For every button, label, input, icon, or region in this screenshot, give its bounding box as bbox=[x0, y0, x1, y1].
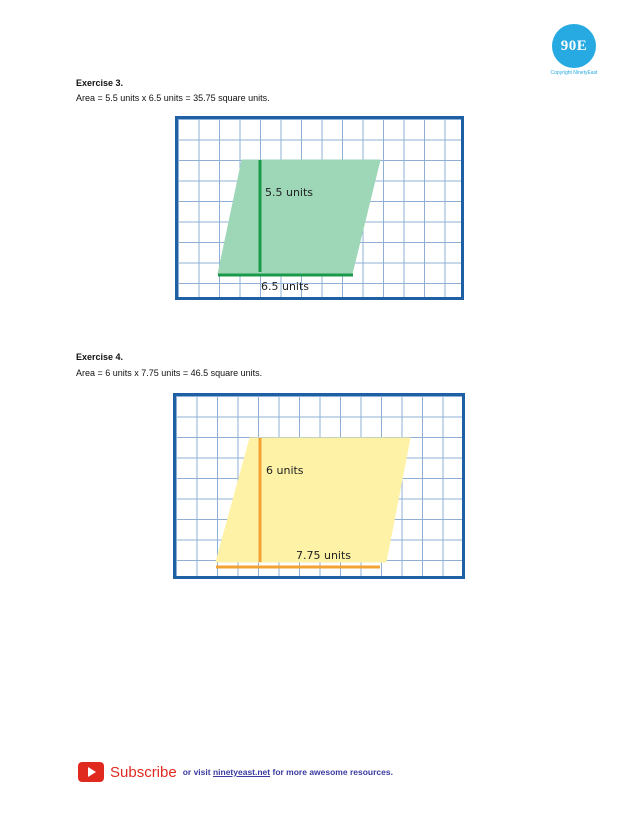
exercise-4-height-label: 6 units bbox=[266, 464, 304, 477]
exercise-4-title: Exercise 4. bbox=[76, 352, 124, 362]
youtube-play-icon[interactable] bbox=[78, 762, 104, 782]
exercise-4-base-label: 7.75 units bbox=[296, 549, 352, 562]
exercise-3-title: Exercise 3. bbox=[76, 78, 124, 88]
footer-text bbox=[183, 767, 393, 777]
exercise-3-base-label: 6.5 units bbox=[261, 280, 310, 293]
footer-text-before: or visit bbox=[182, 767, 211, 777]
footer-text-after: for more awesome resources. bbox=[272, 767, 393, 777]
exercise-3-height-label: 5.5 units bbox=[265, 186, 314, 199]
footer-banner bbox=[78, 762, 393, 782]
ninetyeast-logo: 90E bbox=[552, 24, 596, 68]
exercise-4-parallelogram bbox=[216, 438, 410, 562]
ninetyeast-link[interactable]: ninetyeast.net bbox=[212, 767, 271, 777]
logo-caption: Copyright NinetyEast bbox=[550, 70, 598, 76]
subscribe-link[interactable]: Subscribe bbox=[110, 763, 177, 781]
exercise-3-parallelogram bbox=[218, 160, 380, 274]
exercise-3-formula: Area = 5.5 units x 6.5 units = 35.75 square units. bbox=[76, 93, 270, 103]
exercise-3-figure bbox=[178, 119, 467, 303]
exercise-4-grid bbox=[173, 393, 465, 579]
exercise-3-grid bbox=[175, 116, 464, 300]
exercise-4-formula: Area = 6 units x 7.75 units = 46.5 square units. bbox=[76, 368, 263, 378]
